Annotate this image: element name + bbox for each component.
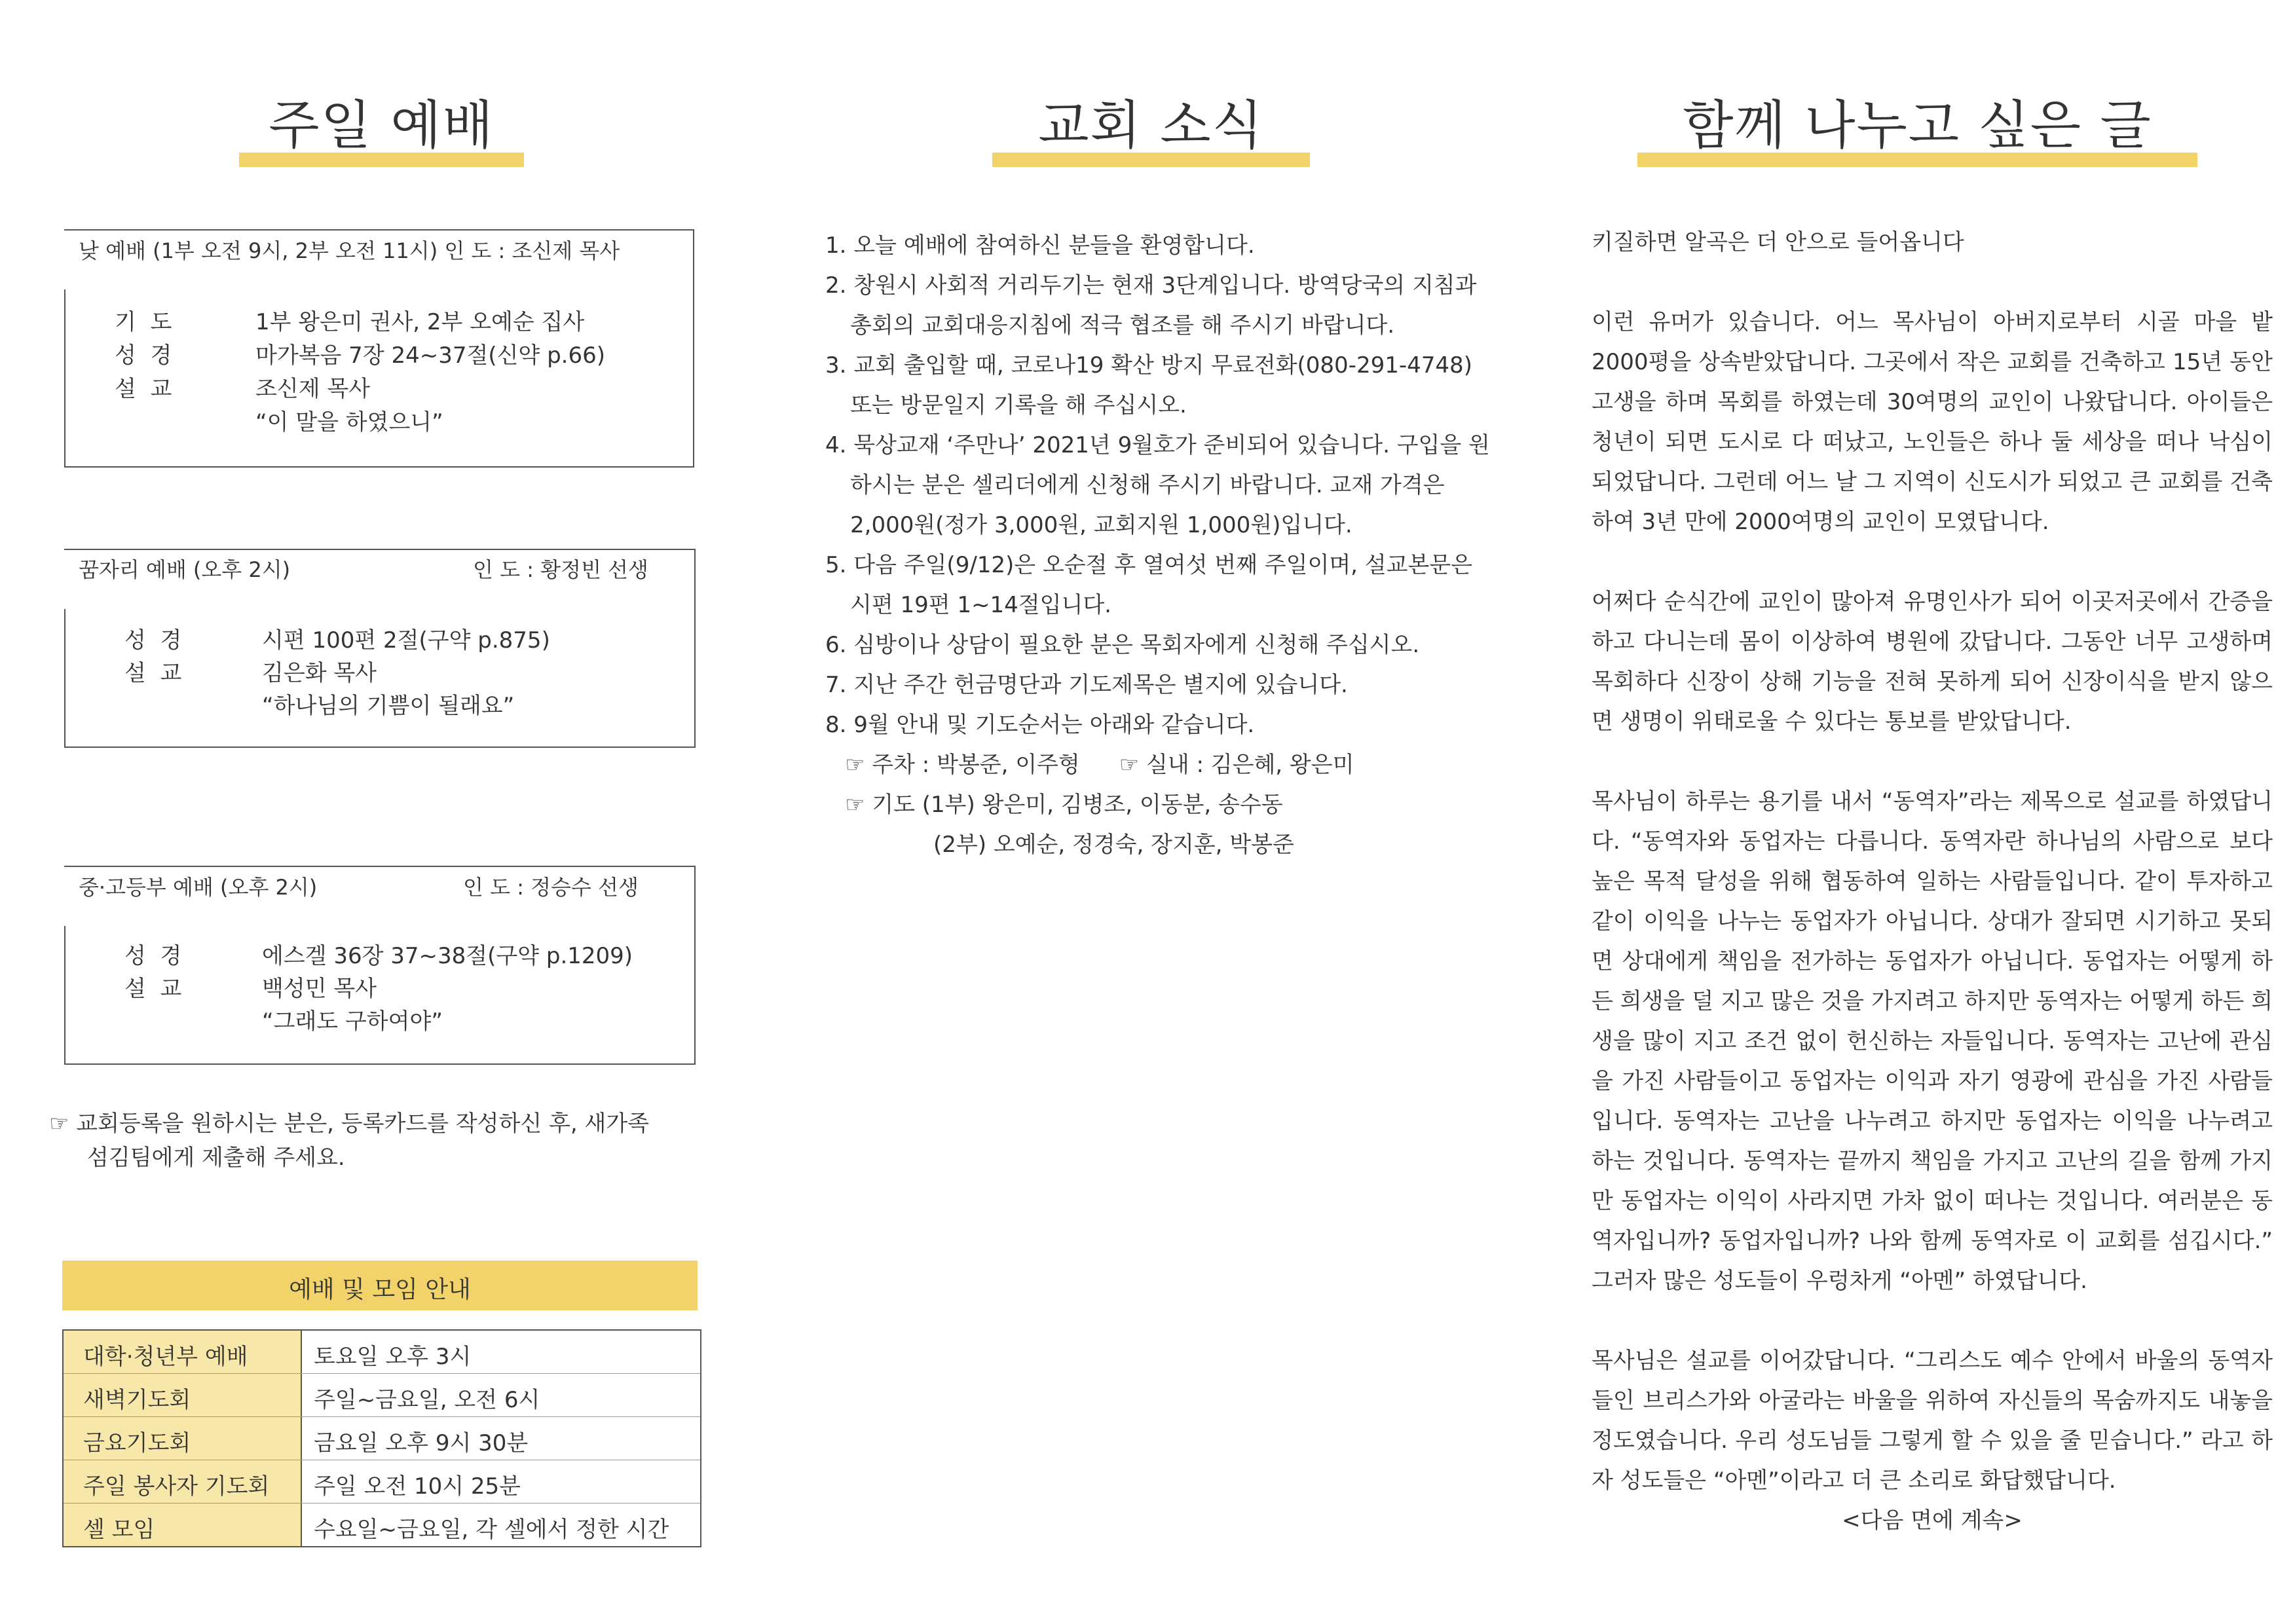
dream-service-title: 꿈자리 예배 (오후 2시) xyxy=(79,557,291,582)
row-value: 금요일 오후 9시 30분 xyxy=(314,1430,529,1456)
church-news-column xyxy=(760,0,1520,1624)
news-list xyxy=(825,226,1493,865)
article-paragraph: 이런 유머가 있습니다. 어느 목사님이 아버지로부터 시골 마을 밭 2000평을 상속받았답니다. 그곳에서 작은 교회를 건축하고 15년 동안 고생을 하며 목회를 하였는데 30여명의 교인이 나왔답니다. 아이들은 청년이 되면 도시로 다 떠났고, 노인들은 하나 둘 세상을 떠나 낙심이 되었답니다. 그런데 어느 날 그 지역이 신도시가 되었고 큰 교회를 건축하여 3년 만에 2000여명의 교인이 모였답니다. xyxy=(1592,309,2273,535)
row-label: 성 경 xyxy=(115,342,172,369)
row-value: 토요일 오후 3시 xyxy=(314,1344,472,1370)
church-news-heading xyxy=(992,75,1310,167)
sermon-title: “그래도 구하여야” xyxy=(262,1008,443,1035)
row-value: 주일~금요일, 오전 6시 xyxy=(314,1387,540,1413)
row-value: 김은화 목사 xyxy=(262,660,377,686)
heading-text: 교회 소식 xyxy=(1038,95,1264,156)
row-label: 성 경 xyxy=(124,627,182,654)
row-label: 설 교 xyxy=(124,660,182,686)
prayer-duty-2: (2부) 오예순, 정경숙, 장지훈, 박봉준 xyxy=(933,832,1294,858)
note-line: ☞ 교회등록을 원하시는 분은, 등록카드를 작성하신 후, 새가족 xyxy=(49,1111,650,1137)
indoor-duty: ☞ 실내 : 김은혜, 왕은미 xyxy=(1119,752,1354,778)
row-value: 시편 100편 2절(구약 p.875) xyxy=(262,627,550,654)
row-label: 새벽기도회 xyxy=(83,1387,191,1413)
dream-service-leader: 인 도 : 황정빈 선생 xyxy=(473,557,648,582)
table-row xyxy=(64,1331,700,1374)
shared-writing-heading xyxy=(1637,75,2197,167)
row-value: 수요일~금요일, 각 셀에서 정한 시간 xyxy=(314,1517,669,1543)
sermon-title: “이 말을 하였으니” xyxy=(255,409,443,435)
box-left-rule xyxy=(64,926,65,1063)
guide-title: 예배 및 모임 안내 xyxy=(289,1276,471,1303)
news-item: 5. 다음 주일(9/12)은 오순절 후 열여섯 번째 주일이며, 설교본문은 시편 19편 1~14절입니다. xyxy=(825,552,1472,618)
sunday-worship-column xyxy=(0,0,760,1624)
row-label: 주일 봉사자 기도회 xyxy=(83,1473,270,1500)
row-value: 에스겔 36장 37~38절(구약 p.1209) xyxy=(262,943,633,969)
article-body xyxy=(1592,223,2273,1541)
news-item: 7. 지난 주간 헌금명단과 기도제목은 별지에 있습니다. xyxy=(825,672,1348,698)
row-label-cell xyxy=(64,1331,302,1373)
note-line: 섬김팀에게 제출해 주세요. xyxy=(87,1145,345,1171)
guide-header xyxy=(62,1261,698,1310)
shared-writing-column xyxy=(1520,0,2295,1624)
row-label-cell xyxy=(64,1417,302,1460)
news-item: 1. 오늘 예배에 참여하신 분들을 환영합니다. xyxy=(825,232,1255,259)
guide-table xyxy=(62,1329,701,1547)
news-item: 4. 묵상교재 ‘주만나’ 2021년 9월호가 준비되어 있습니다. 구입을 원하시는 분은 셀리더에게 신청해 주시기 바랍니다. 교재 가격은 2,000원(정가 3,000원, 교회지원 1,000원)입니다. xyxy=(825,432,1490,538)
news-item: 2. 창원시 사회적 거리두기는 현재 3단계입니다. 방역당국의 지침과 총회의 교회대응지침에 적극 협조를 해 주시기 바랍니다. xyxy=(825,272,1477,339)
row-label-cell xyxy=(64,1460,302,1503)
row-label: 설 교 xyxy=(115,376,172,402)
table-row xyxy=(64,1417,700,1460)
box-left-rule xyxy=(64,289,65,466)
prayer-duty-1: ☞ 기도 (1부) 왕은미, 김병조, 이동분, 송수동 xyxy=(845,792,1283,818)
day-service-title: 낮 예배 (1부 오전 9시, 2부 오전 11시) 인 도 : 조신제 목사 xyxy=(79,238,620,263)
box-left-rule xyxy=(64,609,65,747)
table-row xyxy=(64,1374,700,1417)
table-row xyxy=(64,1504,700,1546)
youth-service-leader: 인 도 : 정승수 선생 xyxy=(463,875,639,900)
parking-duty: ☞ 주차 : 박봉준, 이주형 xyxy=(845,752,1080,778)
article-paragraph: 목사님은 설교를 이어갔답니다. “그리스도 예수 안에서 바울의 동역자들인 브리스가와 아굴라는 바울을 위하여 자신들의 목숨까지도 내놓을 정도였습니다. 우리 성도님들 그렇게 할 수 있을 줄 믿습니다.” 라고 하자 성도들은 “아멘”이라고 더 큰 소리로 화답했답니다. xyxy=(1592,1348,2273,1494)
registration-note xyxy=(49,1107,704,1175)
row-value: 백성민 목사 xyxy=(262,976,377,1002)
row-label-cell xyxy=(64,1374,302,1416)
heading-text: 주일 예배 xyxy=(269,95,494,156)
row-label: 설 교 xyxy=(124,976,182,1002)
article-paragraph: 어쩌다 순식간에 교인이 많아져 유명인사가 되어 이곳저곳에서 간증을 하고 다니는데 몸이 이상하여 병원에 갔답니다. 그동안 너무 고생하며 목회하다 신장이 상해 기능을 전혀 못하게 되어 신장이식을 받지 않으면 생명이 위태로울 수 있다는 통보를 받았답니다. xyxy=(1592,589,2273,735)
row-label-cell xyxy=(64,1504,302,1546)
row-label: 금요기도회 xyxy=(83,1430,191,1456)
sermon-title: “하나님의 기쁨이 될래요” xyxy=(262,693,515,719)
row-label: 기 도 xyxy=(115,309,172,335)
continued-note: <다음 면에 계속> xyxy=(1842,1507,2023,1534)
row-value: 조신제 목사 xyxy=(255,376,371,402)
news-item: 8. 9월 안내 및 기도순서는 아래와 같습니다. xyxy=(825,712,1255,738)
row-label: 대학·청년부 예배 xyxy=(83,1344,248,1370)
sunday-worship-heading xyxy=(239,75,524,167)
row-value: 주일 오전 10시 25분 xyxy=(314,1473,521,1500)
table-row xyxy=(64,1460,700,1504)
article-subtitle: 키질하면 알곡은 더 안으로 들어옵니다 xyxy=(1592,229,1964,255)
row-label: 성 경 xyxy=(124,943,182,969)
news-item: 6. 심방이나 상담이 필요한 분은 목회자에게 신청해 주십시오. xyxy=(825,632,1420,658)
row-label: 셀 모임 xyxy=(83,1517,155,1543)
youth-service-title: 중·고등부 예배 (오후 2시) xyxy=(79,875,318,900)
heading-text: 함께 나누고 싶은 글 xyxy=(1683,95,2152,156)
news-item: 3. 교회 출입할 때, 코로나19 확산 방지 무료전화(080-291-4748) 또는 방문일지 기록을 해 주십시오. xyxy=(825,352,1472,418)
duty-line xyxy=(825,745,1493,785)
row-value: 1부 왕은미 권사, 2부 오예순 집사 xyxy=(255,309,585,335)
article-paragraph: 목사님이 하루는 용기를 내서 “동역자”라는 제목으로 설교를 하였답니다. “동역자와 동업자는 다릅니다. 동역자란 하나님의 사람으로 보다 높은 목적 달성을 위해 협동하여 일하는 사람들입니다. 같이 투자하고 같이 이익을 나누는 동업자가 아닙니다. 상대가 잘되면 시기하고 못되면 상대에게 책임을 전가하는 동업자가 아닙니다. 동업자는 어떻게 하든 희생을 덜 지고 많은 것을 가지려고 하지만 동역자는 어떻게 하든 희생을 많이 지고 조건 없이 헌신하는 자들입니다. 동역자는 고난에 관심을 가진 사람들이고 동업자는 이익과 자기 영광에 관심을 가진 사람들입니다. 동역자는 고난을 나누려고 하지만 동업자는 이익을 나누려고 하는 것입니다. 동역자는 끝까지 책임을 가지고 고난의 길을 함께 가지만 동업자는 이익이 사라지면 가차 없이 떠나는 것입니다. 여러분은 동역자입니까? 동업자입니까? 나와 함께 동역자로 이 교회를 섬깁시다.” 그러자 많은 성도들이 우렁차게 “아멘” 하였답니다. xyxy=(1592,788,2273,1294)
row-value: 마가복음 7장 24~37절(신약 p.66) xyxy=(255,342,606,369)
